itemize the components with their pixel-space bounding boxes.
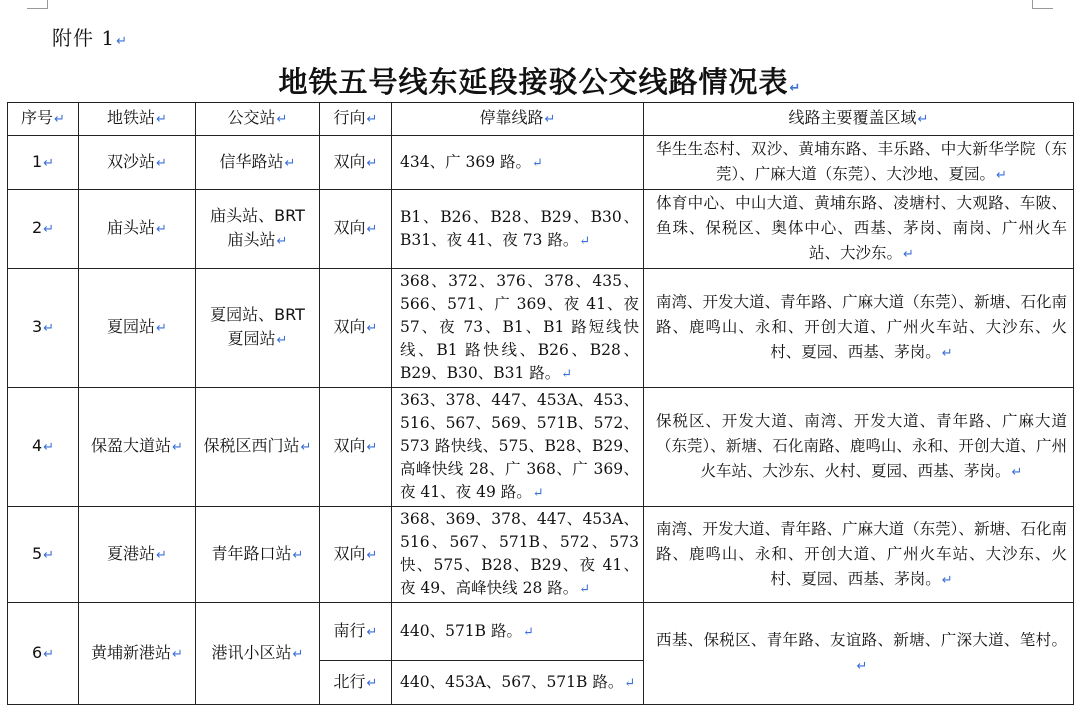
cell-routes: 434、广 369 路。↵ (392, 136, 644, 190)
cell-mark-icon: ↵ (624, 675, 636, 691)
cell-mark-icon: ↵ (276, 112, 288, 127)
cell-mark-icon: ↵ (43, 222, 55, 237)
cell-station: 黄埔新港站↵ (79, 603, 196, 705)
cell-direction: 双向↵ (320, 190, 392, 269)
cell-no: 1↵ (8, 136, 79, 190)
cell-mark-icon: ↵ (292, 547, 304, 563)
cell-mark-icon: ↵ (172, 646, 183, 662)
table-row (8, 603, 1074, 661)
cell-mark-icon: ↵ (579, 582, 591, 597)
cell-mark-icon: ↵ (1011, 465, 1023, 480)
cell-routes: 368、372、376、378、435、566、571、广 369、夜 41、夜 57、夜 73、B1、B1 路短线快线、B1 路快线、B26、B28、B29、B30、B31 路。↵ (392, 269, 644, 388)
cell-station: 夏园站↵ (79, 269, 196, 388)
cell-direction: 双向↵ (320, 388, 392, 507)
page-corner-mark-left (27, 0, 48, 9)
cell-mark-icon: ↵ (156, 112, 167, 127)
cell-area: 南湾、开发大道、青年路、广麻大道（东莞）、新塘、石化南路、鹿鸣山、永和、开创大道、广州火车站、大沙东、火村、夏园、西基、茅岗。↵ (644, 507, 1074, 603)
cell-mark-icon: ↵ (276, 333, 288, 348)
cell-mark-icon: ↵ (54, 112, 65, 127)
cell-mark-icon: ↵ (156, 547, 167, 563)
cell-mark-icon: ↵ (856, 659, 868, 674)
cell-no: 2↵ (8, 190, 79, 269)
table-row (8, 136, 1074, 190)
cell-bus-stop: 保税区西门站↵ (196, 388, 320, 507)
cell-mark-icon: ↵ (996, 168, 1007, 183)
cell-routes-south: 440、571B 路。↵ (392, 603, 644, 661)
cell-mark-icon: ↵ (903, 247, 914, 262)
cell-bus-stop: 青年路口站↵ (196, 507, 320, 603)
cell-mark-icon: ↵ (156, 155, 167, 171)
cell-mark-icon: ↵ (544, 112, 556, 127)
cell-direction: 双向↵ (320, 136, 392, 190)
cell-area: 体育中心、中山大道、黄埔东路、凌塘村、大观路、车陂、鱼珠、保税区、奥体中心、西基、茅岗、南岗、广州火车站、大沙东。↵ (644, 190, 1074, 269)
paragraph-mark-icon: ↵ (116, 34, 128, 49)
cell-area: 南湾、开发大道、青年路、广麻大道（东莞）、新塘、石化南路、鹿鸣山、永和、开创大道、广州火车站、大沙东、火村、夏园、西基、茅岗。↵ (644, 269, 1074, 388)
cell-no: 4↵ (8, 388, 79, 507)
cell-mark-icon: ↵ (156, 321, 167, 336)
cell-mark-icon: ↵ (561, 367, 573, 382)
cell-bus-stop: 港讯小区站↵ (196, 603, 320, 705)
page-corner-mark-right (1032, 0, 1053, 9)
attachment-number: 1 (101, 26, 116, 50)
cell-direction: 双向↵ (320, 507, 392, 603)
document-title (0, 60, 1080, 101)
cell-direction: 双向↵ (320, 269, 392, 388)
cell-mark-icon: ↵ (366, 440, 378, 455)
cell-area: 华生生态村、双沙、黄埔东路、丰乐路、中大新华学院（东莞）、广麻大道（东莞）、大沙地、夏园。↵ (644, 136, 1074, 190)
cell-routes: 363、378、447、453A、453、516、567、569、571B、572、573 路快线、575、B28、B29、高峰快线 28、广 368、广 369、夜 41、夜 49 路。↵ (392, 388, 644, 507)
cell-direction-south: 南行↵ (320, 603, 392, 661)
paragraph-mark-icon: ↵ (789, 81, 802, 96)
table-header-row (8, 103, 1074, 136)
cell-bus-stop: 夏园站、BRT 夏园站↵ (196, 269, 320, 388)
cell-mark-icon: ↵ (43, 155, 55, 171)
bus-route-table (7, 102, 1074, 705)
cell-routes: 368、369、378、447、453A、516、567、571B、572、573 快、575、B28、B29、夜 41、夜 49、高峰快线 28 路。↵ (392, 507, 644, 603)
cell-no: 3↵ (8, 269, 79, 388)
cell-area: 西基、保税区、青年路、友谊路、新塘、广深大道、笔村。↵ (644, 603, 1074, 705)
cell-mark-icon: ↵ (43, 547, 55, 563)
cell-mark-icon: ↵ (366, 321, 378, 336)
cell-mark-icon: ↵ (43, 321, 55, 336)
cell-station: 夏港站↵ (79, 507, 196, 603)
cell-no: 6↵ (8, 603, 79, 705)
cell-mark-icon: ↵ (532, 486, 544, 501)
cell-mark-icon: ↵ (366, 155, 378, 171)
title-text: 地铁五号线东延段接驳公交线路情况表 (278, 65, 789, 99)
cell-mark-icon: ↵ (43, 440, 55, 455)
cell-mark-icon: ↵ (941, 346, 953, 361)
table-row (8, 269, 1074, 388)
header-bus-stop: 公交站↵ (196, 103, 320, 136)
cell-station: 保盈大道站↵ (79, 388, 196, 507)
cell-mark-icon: ↵ (579, 233, 591, 249)
table-row (8, 190, 1074, 269)
cell-area: 保税区、开发大道、南湾、开发大道、青年路、广麻大道（东莞）、新塘、石化南路、鹿鸣山、永和、开创大道、广州火车站、大沙东、火村、夏园、西基、茅岗。↵ (644, 388, 1074, 507)
cell-mark-icon: ↵ (366, 222, 378, 237)
cell-mark-icon: ↵ (366, 112, 378, 127)
cell-routes: B1、B26、B28、B29、B30、B31、夜 41、夜 73 路。↵ (392, 190, 644, 269)
cell-mark-icon: ↵ (917, 112, 929, 127)
cell-no: 5↵ (8, 507, 79, 603)
cell-direction-north: 北行↵ (320, 661, 392, 705)
cell-routes-north: 440、453A、567、571B 路。↵ (392, 661, 644, 705)
cell-mark-icon: ↵ (172, 440, 183, 455)
header-station: 地铁站↵ (79, 103, 196, 136)
cell-mark-icon: ↵ (366, 547, 378, 563)
cell-station: 双沙站↵ (79, 136, 196, 190)
cell-mark-icon: ↵ (532, 155, 543, 171)
cell-mark-icon: ↵ (284, 155, 296, 171)
cell-mark-icon: ↵ (366, 624, 378, 640)
table-row (8, 507, 1074, 603)
header-routes: 停靠线路↵ (392, 103, 644, 136)
header-direction: 行向↵ (320, 103, 392, 136)
header-no: 序号↵ (8, 103, 79, 136)
cell-mark-icon: ↵ (300, 440, 312, 455)
cell-mark-icon: ↵ (523, 624, 534, 640)
attachment-text: 附件 (52, 26, 94, 50)
attachment-label (52, 22, 128, 51)
cell-bus-stop: 庙头站、BRT 庙头站↵ (196, 190, 320, 269)
cell-bus-stop: 信华路站↵ (196, 136, 320, 190)
header-area: 线路主要覆盖区域↵ (644, 103, 1074, 136)
cell-mark-icon: ↵ (292, 646, 304, 662)
cell-mark-icon: ↵ (941, 572, 953, 588)
cell-station: 庙头站↵ (79, 190, 196, 269)
cell-mark-icon: ↵ (43, 646, 55, 662)
cell-mark-icon: ↵ (156, 222, 167, 237)
table-row (8, 388, 1074, 507)
cell-mark-icon: ↵ (366, 675, 378, 691)
cell-mark-icon: ↵ (276, 234, 288, 249)
